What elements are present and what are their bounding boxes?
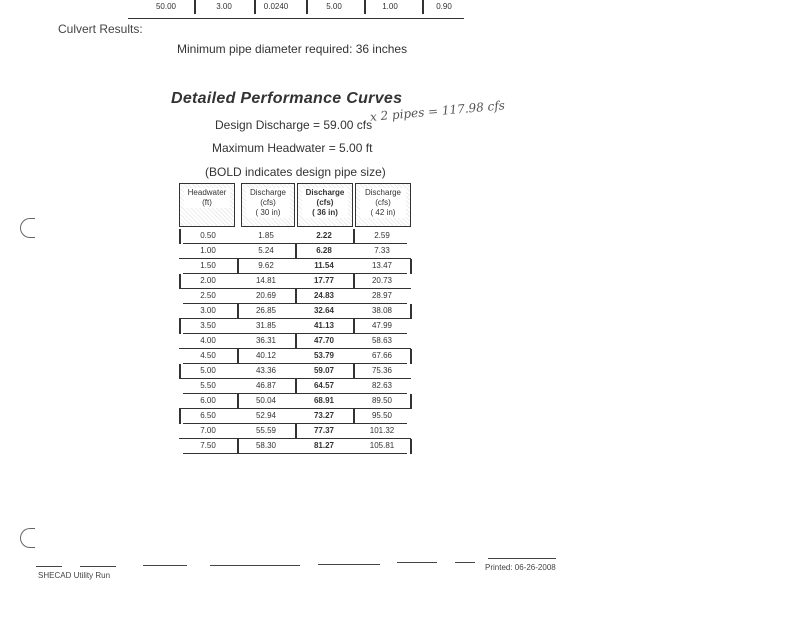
header-line: Discharge xyxy=(246,188,290,198)
design-discharge: Design Discharge = 59.00 cfs xyxy=(215,118,373,132)
table-row xyxy=(179,244,411,259)
table-row xyxy=(179,364,411,379)
header-line: ( 30 in) xyxy=(246,208,290,218)
table-row xyxy=(179,319,411,334)
column-rule xyxy=(179,229,181,244)
table-cell: 11.54 xyxy=(314,261,334,270)
column-rule xyxy=(295,424,297,439)
column-rule xyxy=(237,394,239,409)
table-cell: 2.22 xyxy=(316,231,332,240)
header-line: Headwater xyxy=(184,188,230,198)
column-rule xyxy=(353,274,355,289)
table-cell: 105.81 xyxy=(369,441,395,450)
table-cell: 52.94 xyxy=(255,411,277,420)
table-cell: 81.27 xyxy=(313,441,335,450)
punch-hole-mark xyxy=(20,218,35,238)
header-headwater xyxy=(179,183,235,227)
table-row xyxy=(179,304,411,319)
table-cell: 4.00 xyxy=(200,336,216,345)
table-cell: 41.13 xyxy=(313,321,335,330)
table-cell: 9.62 xyxy=(258,261,274,270)
footer-rule xyxy=(143,565,187,566)
table-row xyxy=(179,394,411,409)
column-rule xyxy=(295,334,297,349)
header-36in xyxy=(297,183,353,227)
table-row xyxy=(179,274,411,289)
table-cell: 2.59 xyxy=(374,231,390,240)
table-cell: 20.69 xyxy=(255,291,277,300)
table-row xyxy=(179,259,411,274)
table-cell: 24.83 xyxy=(313,291,335,300)
header-line: Discharge xyxy=(302,188,348,198)
table-cell: 75.36 xyxy=(371,366,393,375)
top-row-cell: 0.0240 xyxy=(263,2,289,11)
column-rule xyxy=(237,259,239,274)
handwritten-note: x 2 pipes = 117.98 cfs xyxy=(369,98,506,124)
column-rule xyxy=(179,319,181,334)
table-cell: 1.85 xyxy=(258,231,274,240)
culvert-results-label: Culvert Results: xyxy=(58,22,143,36)
table-cell: 101.32 xyxy=(369,426,395,435)
table-cell: 7.00 xyxy=(200,426,216,435)
table-cell: 53.79 xyxy=(313,351,335,360)
table-cell: 0.50 xyxy=(200,231,216,240)
table-cell: 2.00 xyxy=(200,276,216,285)
column-rule xyxy=(410,259,412,274)
column-rule xyxy=(237,304,239,319)
table-cell: 3.00 xyxy=(200,306,216,315)
column-rule xyxy=(353,409,355,424)
column-rule xyxy=(179,409,181,424)
header-line: Discharge xyxy=(360,188,406,198)
column-rule xyxy=(410,304,412,319)
column-rule xyxy=(295,289,297,304)
table-cell: 7.50 xyxy=(200,441,216,450)
top-row-cell: 5.00 xyxy=(326,2,342,11)
table-cell: 36.31 xyxy=(255,336,277,345)
table-cell: 47.70 xyxy=(313,336,335,345)
column-rule xyxy=(179,274,181,289)
column-rule xyxy=(410,349,412,364)
min-pipe-diameter: Minimum pipe diameter required: 36 inches xyxy=(177,42,408,56)
column-rule xyxy=(295,379,297,394)
table-row xyxy=(179,409,411,424)
top-row-cell: 50.00 xyxy=(155,2,177,11)
top-row-cell: 3.00 xyxy=(216,2,232,11)
column-rule xyxy=(295,244,297,259)
table-cell: 89.50 xyxy=(371,396,393,405)
table-cell: 95.50 xyxy=(371,411,393,420)
table-cell: 4.50 xyxy=(200,351,216,360)
header-30in xyxy=(241,183,295,227)
column-rule xyxy=(410,439,412,454)
table-cell: 58.63 xyxy=(371,336,393,345)
table-cell: 31.85 xyxy=(255,321,277,330)
table-row xyxy=(179,349,411,364)
column-rule xyxy=(353,319,355,334)
table-row xyxy=(179,424,411,439)
table-cell: 5.00 xyxy=(200,366,216,375)
table-cell: 82.63 xyxy=(371,381,393,390)
header-line: (cfs) xyxy=(246,198,290,208)
table-cell: 47.99 xyxy=(371,321,393,330)
table-cell: 59.07 xyxy=(313,366,335,375)
top-row-cell: 0.90 xyxy=(436,2,452,11)
header-42in xyxy=(355,183,411,227)
table-cell: 73.27 xyxy=(313,411,335,420)
footer-rule xyxy=(455,562,475,563)
table-cell: 38.08 xyxy=(371,306,393,315)
table-cell: 32.64 xyxy=(313,306,335,315)
footer-rule xyxy=(318,564,380,565)
footer-print-date: Printed: 06-26-2008 xyxy=(485,563,556,572)
footer-rule xyxy=(210,565,300,566)
max-headwater: Maximum Headwater = 5.00 ft xyxy=(212,141,373,155)
section-title: Detailed Performance Curves xyxy=(171,90,403,107)
table-cell: 1.50 xyxy=(200,261,216,270)
table-cell: 6.00 xyxy=(200,396,216,405)
table-row xyxy=(179,229,411,244)
table-cell: 28.97 xyxy=(371,291,393,300)
column-rule xyxy=(179,364,181,379)
table-cell: 26.85 xyxy=(255,306,277,315)
table-cell: 64.57 xyxy=(313,381,335,390)
table-cell: 1.00 xyxy=(200,246,216,255)
table-cell: 50.04 xyxy=(255,396,277,405)
table-cell: 55.59 xyxy=(255,426,277,435)
footer-rule xyxy=(80,566,116,567)
column-rule xyxy=(237,349,239,364)
table-row xyxy=(179,289,411,304)
table-cell: 6.50 xyxy=(200,411,216,420)
table-cell: 43.36 xyxy=(255,366,277,375)
table-cell: 6.28 xyxy=(316,246,332,255)
column-rule xyxy=(410,394,412,409)
bold-note: (BOLD indicates design pipe size) xyxy=(205,165,386,179)
table-cell: 2.50 xyxy=(200,291,216,300)
footer-rule xyxy=(488,558,556,559)
column-rule xyxy=(237,439,239,454)
table-row xyxy=(179,334,411,349)
column-rule xyxy=(353,229,355,244)
footer-rule xyxy=(36,566,62,567)
header-line: (cfs) xyxy=(360,198,406,208)
header-line: ( 42 in) xyxy=(360,208,406,218)
table-cell: 77.37 xyxy=(313,426,335,435)
table-cell: 3.50 xyxy=(200,321,216,330)
table-cell: 13.47 xyxy=(371,261,393,270)
table-cell: 7.33 xyxy=(374,246,390,255)
header-line: (cfs) xyxy=(302,198,348,208)
table-cell: 17.77 xyxy=(313,276,335,285)
table-cell: 5.50 xyxy=(200,381,216,390)
top-row-cell: 1.00 xyxy=(382,2,398,11)
table-row xyxy=(179,379,411,394)
table-cell: 67.66 xyxy=(371,351,393,360)
table-cell: 5.24 xyxy=(258,246,274,255)
table-cell: 58.30 xyxy=(255,441,277,450)
punch-hole-mark xyxy=(20,528,35,548)
table-cell: 46.87 xyxy=(255,381,277,390)
footer-rule xyxy=(397,562,437,563)
footer-program: SHECAD Utility Run xyxy=(38,571,111,580)
table-row xyxy=(179,439,411,454)
table-cell: 20.73 xyxy=(371,276,393,285)
column-rule xyxy=(353,364,355,379)
header-line: (ft) xyxy=(184,198,230,208)
table-cell: 40.12 xyxy=(255,351,277,360)
table-cell: 68.91 xyxy=(313,396,335,405)
header-line: ( 36 in) xyxy=(302,208,348,218)
top-summary-row xyxy=(128,0,464,19)
table-cell: 14.81 xyxy=(255,276,277,285)
row-rule xyxy=(183,453,407,455)
